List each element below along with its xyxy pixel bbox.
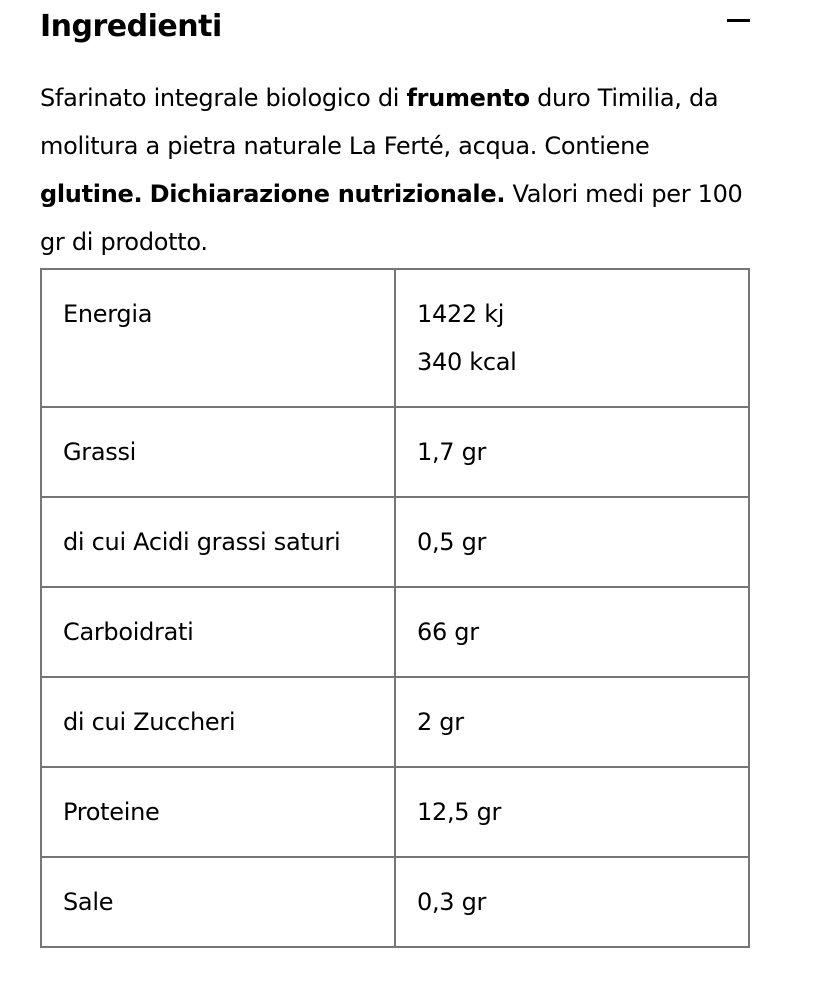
section-title: Ingredienti — [40, 9, 222, 44]
table-row — [41, 497, 749, 587]
nutrient-value-line: 66 gr — [417, 617, 479, 646]
nutrient-value-cell — [395, 407, 749, 497]
nutrient-value-cell — [395, 677, 749, 767]
table-row — [41, 587, 749, 677]
table-row — [41, 407, 749, 497]
nutrient-value-line: 12,5 gr — [417, 797, 502, 826]
nutrient-value-line: 0,3 gr — [417, 887, 487, 916]
nutrition-table — [40, 268, 750, 948]
nutrient-label-cell: Sale — [41, 857, 395, 947]
nutrient-value-line: 1422 kj — [417, 299, 505, 328]
nutrition-table-body — [41, 269, 749, 947]
nutrient-value-line: 2 gr — [417, 707, 464, 736]
table-row — [41, 269, 749, 407]
nutrient-value-cell — [395, 767, 749, 857]
nutrient-label-cell: Carboidrati — [41, 587, 395, 677]
table-row — [41, 857, 749, 947]
description-text: Valori medi per 100 gr di prodotto. — [40, 179, 743, 256]
description-text: duro Timilia, da molitura a pietra naturale La Ferté, acqua. Contiene — [40, 83, 719, 160]
nutrient-label-cell: Grassi — [41, 407, 395, 497]
nutrient-label-cell: di cui Zuccheri — [41, 677, 395, 767]
ingredients-description — [40, 74, 750, 266]
nutrient-label-cell: Energia — [41, 269, 395, 407]
nutrient-label-cell: di cui Acidi grassi saturi — [41, 497, 395, 587]
collapse-minus-icon[interactable] — [727, 19, 750, 22]
description-bold-text: glutine. — [40, 179, 143, 208]
table-row — [41, 767, 749, 857]
description-bold-text: Dichiarazione nutrizionale. — [149, 179, 506, 208]
ingredients-accordion-header[interactable] — [40, 8, 750, 46]
nutrient-value-cell — [395, 857, 749, 947]
nutrient-value-line: 0,5 gr — [417, 527, 487, 556]
description-text — [142, 180, 149, 208]
table-row — [41, 677, 749, 767]
description-text: Sfarinato integrale biologico di — [40, 83, 407, 112]
nutrient-value-line: 340 kcal — [417, 347, 517, 376]
nutrient-value-line: 1,7 gr — [417, 437, 487, 466]
nutrient-value-cell — [395, 269, 749, 407]
nutrient-label-cell: Proteine — [41, 767, 395, 857]
description-bold-text: frumento — [406, 83, 530, 112]
nutrient-value-cell — [395, 587, 749, 677]
nutrient-value-cell — [395, 497, 749, 587]
